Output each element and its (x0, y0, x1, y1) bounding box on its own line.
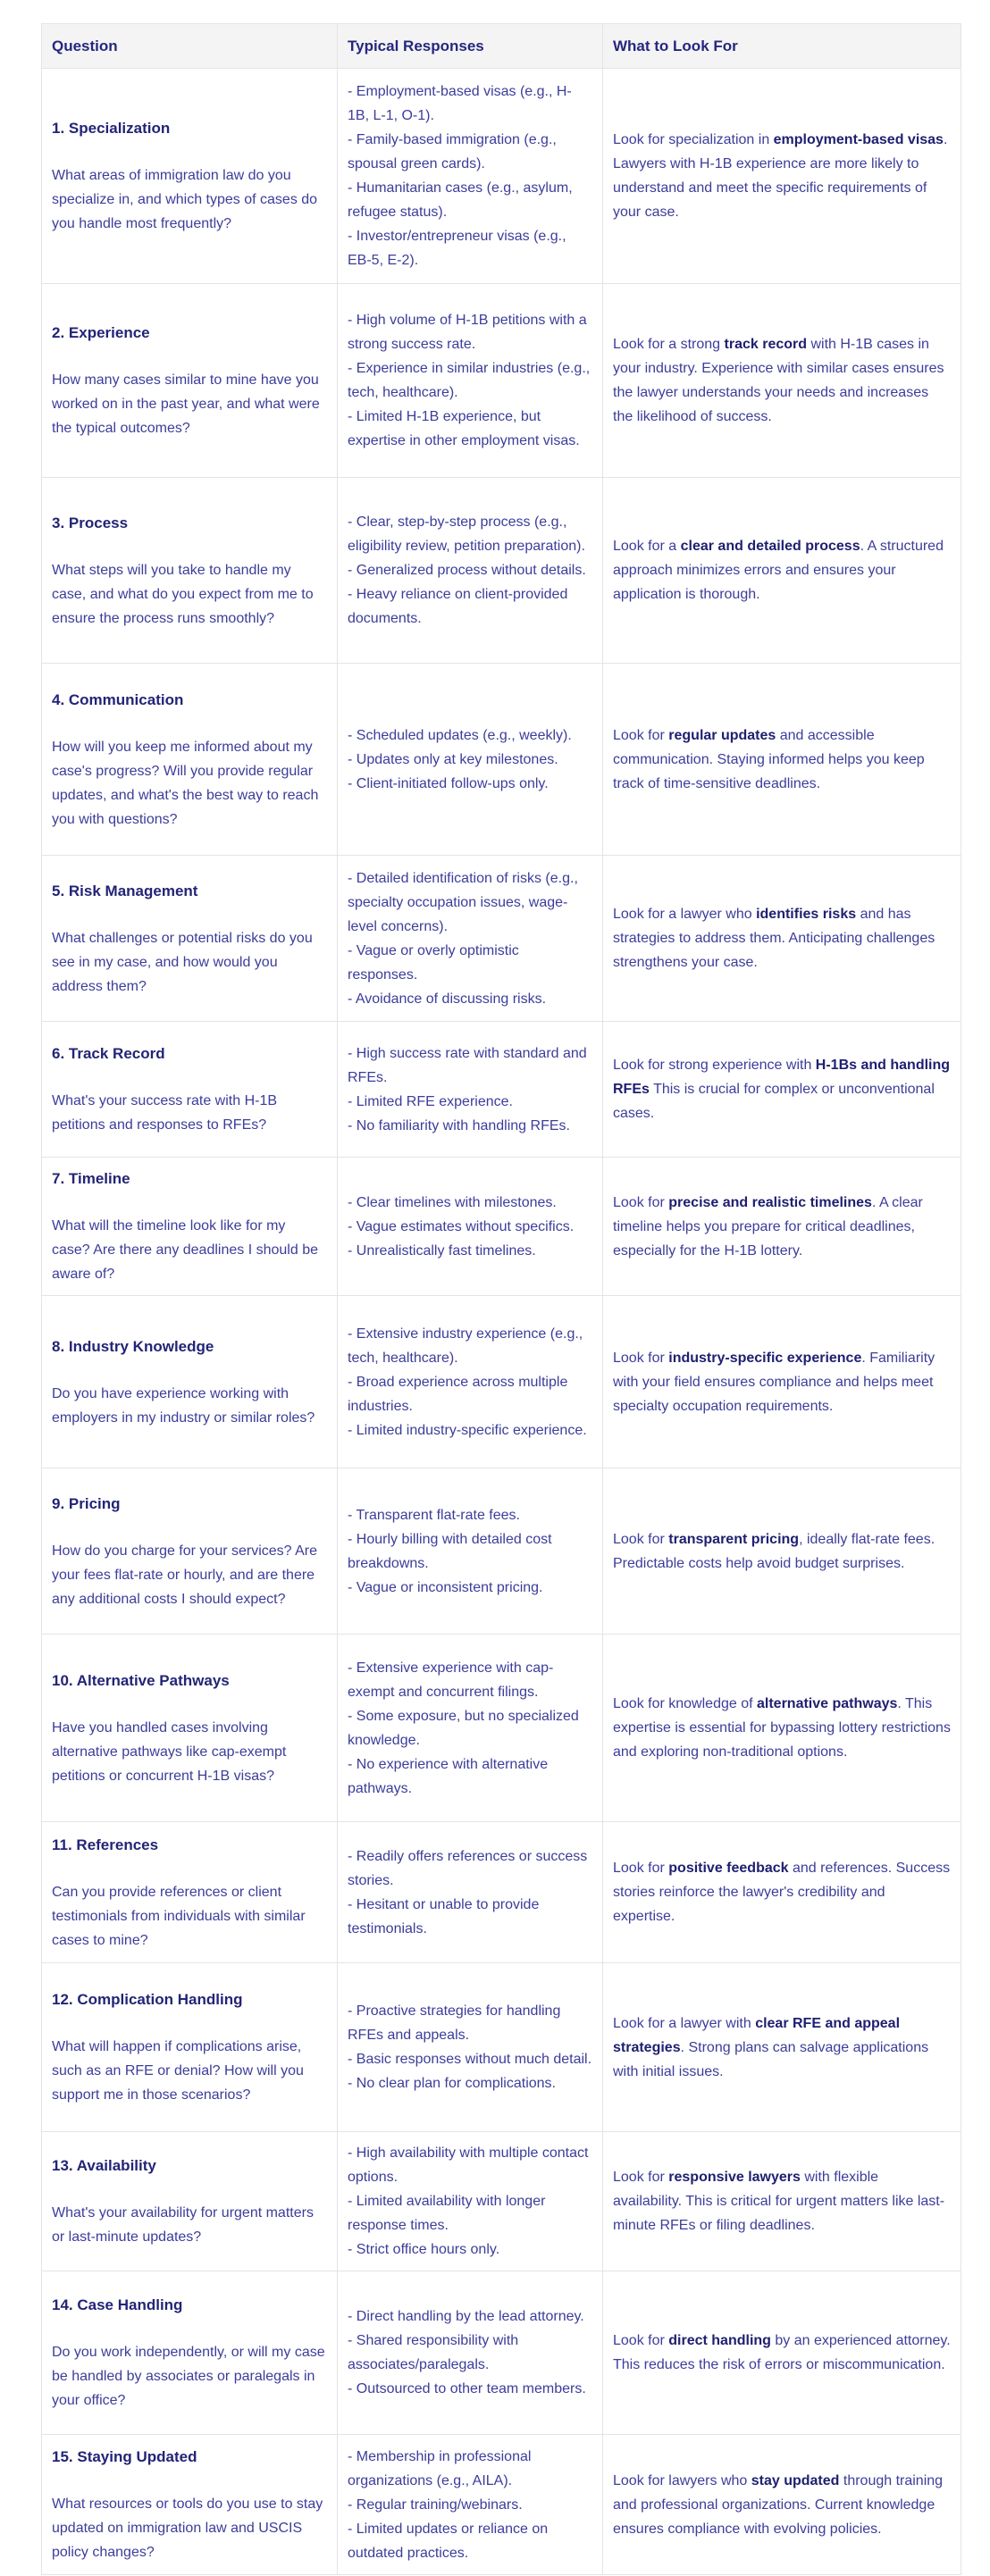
table-row (42, 1022, 961, 1158)
typical-responses-cell (338, 664, 603, 856)
question-text: What's your availability for urgent matters or last-minute updates? (52, 2205, 314, 2245)
question-title: 12. Complication Handling (52, 1991, 243, 2008)
look-for-keyword: clear and detailed process (680, 539, 860, 554)
what-to-look-for-cell (603, 284, 961, 478)
table-row (42, 2132, 961, 2271)
response-item: - Experience in similar industries (e.g., tech, healthcare). (348, 361, 591, 400)
response-item: - Limited RFE experience. (348, 1093, 513, 1109)
response-item: - No clear plan for complications. (348, 2076, 556, 2091)
header-what-to-look-for: What to Look For (603, 24, 961, 69)
question-title: 2. Experience (52, 324, 150, 341)
response-item: - High volume of H-1B petitions with a strong success rate. (348, 313, 587, 352)
look-for-explanation: and references. Success stories reinforce the lawyer's credibility and expertise. (613, 1861, 951, 1924)
what-to-look-for-cell (603, 69, 961, 284)
look-for-keyword: regular updates (668, 727, 776, 743)
response-item: - No familiarity with handling RFEs. (348, 1117, 570, 1133)
response-item: - Proactive strategies for handling RFEs and appeals. (348, 2003, 561, 2043)
response-item: - Transparent flat-rate fees. (348, 1507, 520, 1523)
table-row (42, 2271, 961, 2435)
question-title: 1. Specialization (52, 120, 171, 137)
response-item: - Extensive industry experience (e.g., tech, healthcare). (348, 1326, 583, 1366)
question-text: Do you work independently, or will my case be handled by associates or paralegals in your office? (52, 2345, 325, 2408)
response-item: - Clear timelines with milestones. (348, 1194, 557, 1210)
what-to-look-for-cell (603, 1158, 961, 1296)
question-cell (42, 1296, 338, 1468)
look-for-keyword: H-1Bs and handling RFEs (613, 1058, 951, 1097)
typical-responses-cell (338, 1822, 603, 1963)
look-for-explanation: by an experienced attorney. This reduces the risk of errors or miscommunication. (613, 2333, 951, 2372)
what-to-look-for-cell (603, 478, 961, 664)
typical-responses-cell (338, 2271, 603, 2435)
look-for-explanation: . A structured approach minimizes errors and ensures your application is thorough. (613, 539, 944, 602)
typical-responses-cell (338, 2435, 603, 2575)
question-cell (42, 1963, 338, 2132)
look-for-intro: Look for lawyers who (613, 2472, 751, 2488)
look-for-keyword: stay updated (751, 2472, 840, 2488)
question-title: 14. Case Handling (52, 2296, 183, 2313)
response-item: - Client-initiated follow-ups only. (348, 775, 549, 791)
question-text: How do you charge for your services? Are your fees flat-rate or hourly, and are there any additional costs I should expect? (52, 1543, 318, 1607)
question-cell (42, 2132, 338, 2271)
look-for-keyword: industry-specific experience (668, 1350, 862, 1366)
look-for-explanation: . Familiarity with your field ensures compliance and helps meet specialty occupation requirements. (613, 1350, 935, 1414)
look-for-explanation: with H-1B cases in your industry. Experience with similar cases ensures the lawyer understands your needs and increases the likelihood of success. (613, 337, 944, 424)
table-row (42, 69, 961, 284)
look-for-intro: Look for (613, 2170, 669, 2185)
question-text: What areas of immigration law do you specialize in, and which types of cases do you handle most frequently? (52, 168, 318, 231)
look-for-explanation: . Strong plans can salvage applications with initial issues. (613, 2039, 929, 2079)
question-text: How will you keep me informed about my case's progress? Will you provide regular updates, and what's the best way to reach you with questions? (52, 739, 319, 827)
look-for-intro: Look for specialization in (613, 132, 774, 147)
question-cell (42, 2435, 338, 2575)
look-for-intro: Look for a lawyer who (613, 907, 757, 922)
question-cell (42, 1822, 338, 1963)
look-for-intro: Look for (613, 2333, 669, 2348)
question-title: 13. Availability (52, 2157, 156, 2174)
response-item: - Limited updates or reliance on outdated practices. (348, 2521, 549, 2561)
response-item: - Scheduled updates (e.g., weekly). (348, 727, 572, 743)
response-item: - Humanitarian cases (e.g., asylum, refugee status). (348, 180, 573, 220)
response-item: - Heavy reliance on client-provided documents. (348, 587, 568, 626)
question-cell (42, 664, 338, 856)
look-for-keyword: track record (724, 337, 808, 352)
what-to-look-for-cell (603, 1963, 961, 2132)
table-row (42, 664, 961, 856)
look-for-explanation: with flexible availability. This is critical for urgent matters like last-minute RFEs or filing deadlines. (613, 2170, 945, 2233)
table-row (42, 1158, 961, 1296)
table-row (42, 1822, 961, 1963)
header-question: Question (42, 24, 338, 69)
response-item: - Hesitant or unable to provide testimonials. (348, 1896, 540, 1936)
response-item: - High availability with multiple contact options. (348, 2145, 589, 2185)
response-item: - Investor/entrepreneur visas (e.g., EB-5, E-2). (348, 229, 566, 268)
table-row (42, 1963, 961, 2132)
question-title: 7. Timeline (52, 1170, 130, 1187)
response-item: - Family-based immigration (e.g., spousal green cards). (348, 132, 557, 171)
what-to-look-for-cell (603, 1022, 961, 1158)
question-cell (42, 284, 338, 478)
response-item: - Vague or inconsistent pricing. (348, 1579, 543, 1595)
question-title: 15. Staying Updated (52, 2448, 197, 2465)
look-for-keyword: precise and realistic timelines (668, 1194, 872, 1210)
look-for-intro: Look for (613, 727, 669, 743)
what-to-look-for-cell (603, 856, 961, 1022)
question-cell (42, 1158, 338, 1296)
what-to-look-for-cell (603, 1635, 961, 1822)
typical-responses-cell (338, 1635, 603, 1822)
look-for-keyword: direct handling (668, 2333, 771, 2348)
response-item: - Extensive experience with cap-exempt and concurrent filings. (348, 1660, 554, 1700)
typical-responses-cell (338, 1296, 603, 1468)
typical-responses-cell (338, 478, 603, 664)
look-for-intro: Look for (613, 1531, 669, 1547)
question-text: Do you have experience working with employers in my industry or similar roles? (52, 1385, 315, 1426)
look-for-explanation: . A clear timeline helps you prepare for critical deadlines, especially for the H-1B lottery. (613, 1194, 923, 1259)
question-cell (42, 69, 338, 284)
question-title: 8. Industry Knowledge (52, 1337, 214, 1355)
response-item: - Employment-based visas (e.g., H-1B, L-1, O-1). (348, 84, 572, 123)
look-for-intro: Look for knowledge of (613, 1696, 757, 1711)
table-header-row (42, 24, 961, 69)
response-item: - Outsourced to other team members. (348, 2381, 586, 2396)
what-to-look-for-cell (603, 2132, 961, 2271)
response-item: - Broad experience across multiple industries. (348, 1374, 568, 1414)
question-text: What's your success rate with H-1B petitions and responses to RFEs? (52, 1093, 278, 1133)
what-to-look-for-cell (603, 664, 961, 856)
look-for-keyword: clear RFE and appeal strategies (613, 2015, 901, 2055)
look-for-keyword: identifies risks (756, 907, 857, 922)
response-item: - Clear, step-by-step process (e.g., eligibility review, petition preparation). (348, 514, 585, 554)
question-text: What will happen if complications arise, such as an RFE or denial? How will you support me in those scenarios? (52, 2039, 304, 2103)
typical-responses-cell (338, 69, 603, 284)
lawyer-questions-table-container (41, 23, 961, 2575)
question-text: How many cases similar to mine have you worked on in the past year, and what were the typical outcomes? (52, 372, 320, 436)
look-for-keyword: employment-based visas (773, 132, 944, 147)
question-cell (42, 1468, 338, 1635)
table-row (42, 478, 961, 664)
typical-responses-cell (338, 1022, 603, 1158)
look-for-intro: Look for (613, 1350, 669, 1366)
look-for-explanation: and accessible communication. Staying informed helps you keep track of time-sensitive deadlines. (613, 727, 925, 791)
what-to-look-for-cell (603, 1822, 961, 1963)
table-row (42, 1468, 961, 1635)
table-row (42, 1296, 961, 1468)
question-title: 6. Track Record (52, 1045, 165, 1062)
table-row (42, 2435, 961, 2575)
question-text: Can you provide references or client testimonials from individuals with similar cases to mine? (52, 1884, 306, 1948)
question-text: What will the timeline look like for my case? Are there any deadlines I should be aware of? (52, 1218, 318, 1282)
response-item: - Readily offers references or success stories. (348, 1848, 588, 1888)
question-cell (42, 2271, 338, 2435)
table-row (42, 284, 961, 478)
look-for-intro: Look for a (613, 539, 681, 554)
typical-responses-cell (338, 1963, 603, 2132)
response-item: - Basic responses without much detail. (348, 2052, 592, 2067)
response-item: - Updates only at key milestones. (348, 751, 558, 767)
question-text: What resources or tools do you use to stay updated on immigration law and USCIS policy changes? (52, 2497, 323, 2560)
question-text: What steps will you take to handle my case, and what do you expect from me to ensure the process runs smoothly? (52, 562, 314, 626)
question-title: 10. Alternative Pathways (52, 1671, 230, 1689)
look-for-keyword: responsive lawyers (668, 2170, 801, 2185)
response-item: - High success rate with standard and RFEs. (348, 1045, 587, 1085)
look-for-keyword: transparent pricing (668, 1531, 800, 1547)
response-item: - Direct handling by the lead attorney. (348, 2309, 584, 2324)
look-for-explanation: . Lawyers with H-1B experience are more likely to understand and meet the specific requirements of your case. (613, 132, 948, 220)
look-for-intro: Look for (613, 1194, 669, 1210)
question-cell (42, 856, 338, 1022)
look-for-intro: Look for (613, 1861, 669, 1876)
question-text: Have you handled cases involving alternative pathways like cap-exempt petitions or concurrent H-1B visas? (52, 1719, 287, 1784)
look-for-explanation: , ideally flat-rate fees. Predictable costs help avoid budget surprises. (613, 1531, 935, 1571)
response-item: - Vague or overly optimistic responses. (348, 942, 519, 983)
look-for-intro: Look for a strong (613, 337, 725, 352)
response-item: - Regular training/webinars. (348, 2497, 523, 2513)
response-item: - Limited industry-specific experience. (348, 1422, 587, 1438)
question-title: 5. Risk Management (52, 882, 198, 899)
response-item: - Limited H-1B experience, but expertise in other employment visas. (348, 409, 580, 448)
look-for-intro: Look for strong experience with (613, 1058, 816, 1073)
response-item: - Unrealistically fast timelines. (348, 1242, 536, 1259)
look-for-explanation: This is crucial for complex or unconventional cases. (613, 1082, 935, 1121)
look-for-keyword: positive feedback (668, 1861, 789, 1876)
question-title: 3. Process (52, 514, 129, 531)
response-item: - Generalized process without details. (348, 563, 586, 578)
look-for-keyword: alternative pathways (757, 1696, 898, 1711)
question-cell (42, 478, 338, 664)
question-cell (42, 1635, 338, 1822)
question-cell (42, 1022, 338, 1158)
header-typical-responses: Typical Responses (338, 24, 603, 69)
response-item: - Limited availability with longer response times. (348, 2194, 546, 2233)
response-item: - Detailed identification of risks (e.g., specialty occupation issues, wage-level concerns). (348, 870, 578, 934)
table-row (42, 1635, 961, 1822)
table-body (42, 69, 961, 2575)
question-text: What challenges or potential risks do you see in my case, and how would you address them? (52, 930, 313, 994)
look-for-explanation: . This expertise is essential for bypassing lottery restrictions and exploring non-traditional options. (613, 1696, 951, 1760)
question-title: 9. Pricing (52, 1494, 121, 1512)
response-item: - Hourly billing with detailed cost breakdowns. (348, 1531, 552, 1571)
question-title: 4. Communication (52, 690, 184, 708)
what-to-look-for-cell (603, 1296, 961, 1468)
typical-responses-cell (338, 1158, 603, 1296)
question-title: 11. References (52, 1836, 159, 1853)
typical-responses-cell (338, 856, 603, 1022)
response-item: - Avoidance of discussing risks. (348, 991, 547, 1007)
look-for-explanation: and has strategies to address them. Anticipating challenges strengthens your case. (613, 907, 935, 970)
response-item: - No experience with alternative pathways. (348, 1756, 549, 1796)
lawyer-questions-table (41, 23, 961, 2575)
typical-responses-cell (338, 1468, 603, 1635)
look-for-intro: Look for a lawyer with (613, 2015, 756, 2031)
typical-responses-cell (338, 284, 603, 478)
look-for-explanation: through training and professional organizations. Current knowledge ensures compliance with evolving policies. (613, 2472, 944, 2537)
response-item: - Shared responsibility with associates/paralegals. (348, 2333, 519, 2372)
typical-responses-cell (338, 2132, 603, 2271)
response-item: - Some exposure, but no specialized knowledge. (348, 1708, 579, 1748)
response-item: - Strict office hours only. (348, 2242, 500, 2257)
what-to-look-for-cell (603, 1468, 961, 1635)
table-row (42, 856, 961, 1022)
response-item: - Membership in professional organizations (e.g., AILA). (348, 2448, 532, 2488)
what-to-look-for-cell (603, 2271, 961, 2435)
response-item: - Vague estimates without specifics. (348, 1218, 575, 1234)
what-to-look-for-cell (603, 2435, 961, 2575)
